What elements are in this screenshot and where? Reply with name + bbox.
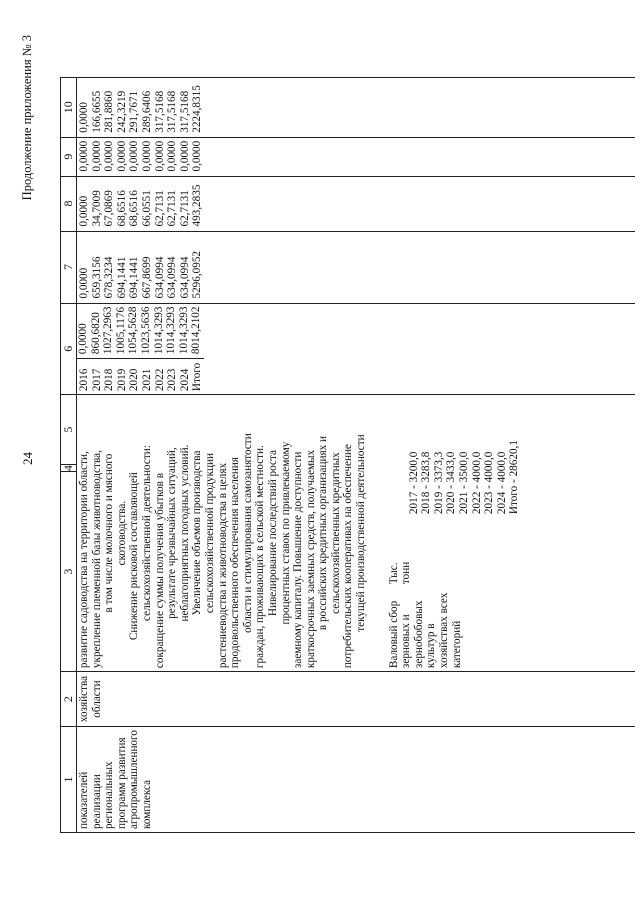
year-label: Итого [191,362,204,392]
grain-values [388,440,521,544]
header-cell: 10 [61,77,77,137]
year-label: 2024 [178,368,191,392]
value: 0,0000 [77,323,89,355]
text-line: результате чрезвычайных ситуаций, [166,447,179,619]
text-line: области [90,680,103,718]
text-line: Нивелирование последствий роста [266,450,279,617]
value: 634,0994 [153,256,166,299]
value: 242,3219 [115,90,128,133]
text-line: сельскохозяйственной деятельности: [140,445,153,621]
value: 1023,5636 [139,306,152,355]
value: 659,3156 [90,256,103,299]
value: 317,5168 [153,90,166,133]
total-values [77,307,204,360]
header-row [61,77,77,832]
text-line: комплекса [140,779,153,829]
text-line: граждан, проживающих в сельской местности. [254,445,267,669]
value: 694,1441 [128,256,141,299]
sector-cell [77,672,636,727]
text-line: скотоводства. [115,500,128,566]
text-line: зерновых и [400,614,413,669]
header-cell: 4 [61,465,76,472]
value: 0,0000 [115,140,128,172]
appendix-table [60,77,635,833]
year-label: 2018 [103,368,116,392]
value: 5296,0952 [191,250,204,299]
text-line: хозяйства [78,675,90,723]
text-line: растениеводства и животноводства в целях [216,462,229,669]
value: 860,6820 [89,312,102,355]
value: 166,6655 [90,90,103,133]
value: 62,7131 [178,190,191,227]
value: 281,8860 [103,90,116,133]
value: 62,7131 [153,190,166,227]
value: 1014,3293 [165,306,178,355]
value: 0,0000 [153,140,166,172]
text-line: сокращение суммы получения убытков в [153,472,166,669]
text-line: Итого - 28620,1 [508,440,521,515]
text-line: Увеличение объемов производства [191,450,204,616]
value: 694,1441 [115,256,128,299]
text-line: 2019 - 3373,3 [432,451,445,515]
value: 634,0994 [178,256,191,299]
value: 0,0000 [78,101,90,133]
page-number: 24 [20,452,35,465]
value: 0,0000 [178,140,191,172]
text-line: реализации [90,774,103,829]
value: 291,7671 [128,90,141,133]
value: 667,8699 [140,256,153,299]
value: 1005,1176 [114,306,127,355]
text-line: Валовый сбор [387,600,400,669]
header-cell: 5 [61,395,77,465]
header-cell: 6 [61,303,77,395]
value: 0,0000 [90,140,103,172]
header-cell: 8 [61,176,77,231]
year-label: 2020 [128,368,141,392]
value: 317,5168 [166,90,179,133]
value: 0,0000 [78,267,90,299]
text-line: Тыс. [387,562,400,585]
text-line: культур в [425,623,438,669]
value: 0,0000 [140,140,153,172]
text-line: 2023 - 4000,0 [483,451,496,515]
text-line: развитие садоводства на территории области, [78,451,90,669]
value: 289,6406 [140,90,153,133]
text-line: укрепление племенной базы животноводства, [90,450,103,669]
text-line: хозяйствах всех [438,592,451,669]
text-line: показателей [78,771,90,829]
value: 1014,3293 [177,306,190,355]
value: 68,6516 [115,190,128,227]
grain-harvest-block [388,398,521,668]
text-line: категорий [450,620,463,669]
text-line: потребительских кооперативах на обеспечение [342,444,355,669]
text-line: сельскохозяйственных кредитных [329,452,342,614]
text-line: 2021 - 3500,0 [458,451,471,515]
text-line: 2024 - 4000,0 [495,451,508,515]
text-line: заемному капиталу. Повышение доступности [292,451,305,669]
value: 67,0869 [103,190,116,227]
value: 0,0000 [103,140,116,172]
text-line: неблагоприятных погодных условий. [178,444,191,622]
value: 0,0000 [128,140,141,172]
value: 0,0000 [78,195,90,227]
value: 1014,3293 [152,306,165,355]
text-line: программ развития [115,737,128,829]
value: 1027,2963 [102,306,115,355]
local-budget-cell [77,137,636,176]
value: 34,7009 [90,190,103,227]
text-line: региональных [103,761,116,829]
value: 634,0994 [166,256,179,299]
year-label: 2023 [166,368,179,392]
value: 678,3234 [103,256,116,299]
header-cell: 7 [61,231,77,303]
text-line: 2020 - 3433,0 [445,451,458,515]
text-line: процентных ставок по привлекаемому [279,441,292,625]
budget-cell [77,303,636,395]
text-line: продовольственного обеспечения населения [229,457,242,669]
value: 0,0000 [78,140,90,172]
header-cell: 9 [61,137,77,176]
header-cell: 3 [61,472,77,672]
extrabudgetary-cell [77,77,636,137]
text-line: зернобобовых [412,600,425,669]
text-line: текущей производственной деятельности [355,434,368,632]
year-label: 2019 [115,368,128,392]
value: 493,2835 [191,184,204,227]
value: 0,0000 [191,140,204,172]
text-line: Снижение рисковой составляющей [128,472,141,641]
text-line: сельскохозяйственной продукции [203,453,216,614]
grain-label [388,588,521,668]
text-line: в том числе молочного и мясного [103,453,116,613]
year-label: 2022 [153,368,166,392]
year-label: 2016 [78,368,90,392]
regional-budget-cell [77,176,636,231]
text-line: 2017 - 3200,0 [407,451,420,515]
year-label: 2021 [140,368,153,392]
year-list [78,361,204,391]
table-row [77,77,636,832]
text-line: 2022 - 4000,0 [470,451,483,515]
value: 0,0000 [166,140,179,172]
text-line: в российских кредитных организациях и [317,436,330,631]
value: 317,5168 [178,90,191,133]
federal-budget-cell [77,231,636,303]
header-cell: 1 [61,727,77,833]
text-line: агропромышленного [128,730,141,829]
text-line: краткосрочных заемных средств, получаемых [304,449,317,669]
continuation-title: Продолжение приложения № 3 [20,35,34,201]
header-cell: 2 [61,672,77,727]
value: 66,0551 [140,190,153,227]
year-label: 2017 [90,368,103,392]
value: 8014,2102 [190,306,203,355]
text-line: тонн [400,561,413,585]
value: 62,7131 [166,190,179,227]
value: 68,6516 [128,190,141,227]
grain-unit [388,544,521,588]
indicator-name-cell [77,727,636,833]
text-line: 2018 - 3283,8 [420,451,433,515]
description-cell [77,395,636,672]
value: 2224,8315 [191,85,204,133]
text-line: области и стимулирования самозанятости [241,433,254,633]
value: 1054,5628 [127,306,140,355]
